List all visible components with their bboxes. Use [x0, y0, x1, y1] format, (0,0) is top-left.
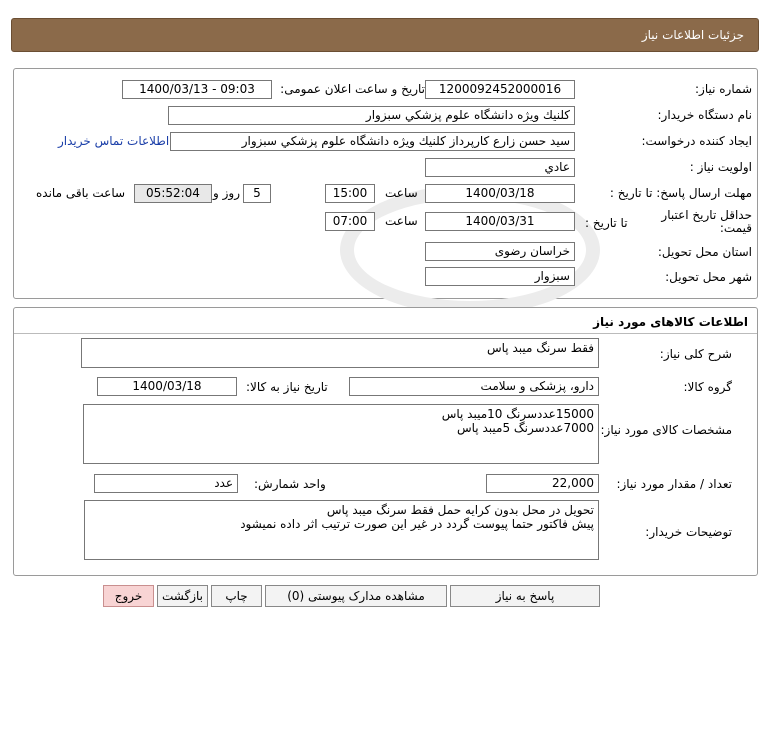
reply-time-field: 15:00	[325, 184, 375, 203]
page-title: جزئیات اطلاعات نیاز	[641, 28, 744, 42]
buyer-notes-line: تحويل در محل بدون كرايه حمل فقط سرنگ ميبد پاس	[326, 503, 594, 517]
need-number-field: 1200092452000016	[425, 80, 575, 99]
back-button[interactable]: بازگشت	[157, 585, 208, 607]
remaining-label: ساعت باقی مانده	[36, 186, 126, 200]
requester-label: ایجاد کننده درخواست:	[641, 134, 752, 148]
days-field: 5	[243, 184, 271, 203]
price-time-label: ساعت	[385, 214, 418, 228]
priority-label: اولویت نیاز :	[689, 160, 752, 174]
exit-button[interactable]: خروج	[103, 585, 154, 607]
need-date-field: 1400/03/18	[97, 377, 237, 396]
requester-field: سيد حسن زارع كارپرداز كلنيك ويژه دانشگاه علوم پزشكي سبزوار	[170, 132, 575, 151]
general-desc-field: فقط سرنگ ميبد پاس	[81, 338, 599, 368]
view-docs-button[interactable]: مشاهده مدارک پیوستی (0)	[265, 585, 447, 607]
page-header	[11, 18, 759, 52]
until-date-label: تا تاریخ :	[585, 216, 628, 230]
goods-section-title: اطلاعات کالاهای مورد نیاز	[593, 315, 748, 329]
qty-label: تعداد / مقدار مورد نیاز:	[616, 477, 732, 491]
buyer-org-field: كلنيك ويژه دانشگاه علوم پزشكي سبزوار	[168, 106, 575, 125]
qty-field: 22,000	[486, 474, 599, 493]
goods-group-field: دارو، پزشکی و سلامت	[349, 377, 599, 396]
contact-buyer-link[interactable]: اطلاعات تماس خریدار	[58, 134, 170, 148]
remaining-time-field: 05:52:04	[134, 184, 212, 203]
print-button[interactable]: چاپ	[211, 585, 262, 607]
reply-button[interactable]: پاسخ به نیاز	[450, 585, 600, 607]
need-number-label: شماره نیاز:	[695, 82, 752, 96]
buyer-org-label: نام دستگاه خریدار:	[657, 108, 752, 122]
spec-label: مشخصات کالای مورد نیاز:	[600, 423, 732, 437]
price-date-field: 1400/03/31	[425, 212, 575, 231]
need-date-label: تاریخ نیاز به کالا:	[246, 380, 328, 394]
city-field: سبزوار	[425, 267, 575, 286]
price-validity-label: حداقل تاریخ اعتبار قیمت:	[661, 208, 752, 235]
unit-field: عدد	[94, 474, 238, 493]
reply-deadline-label: مهلت ارسال پاسخ: تا تاریخ :	[609, 186, 752, 200]
buyer-notes-line: پيش فاكتور حتما پيوست گردد در غير اين صورت ترتيب اثر داده نميشود	[240, 517, 594, 531]
province-field: خراسان رضوی	[425, 242, 575, 261]
section-divider	[14, 333, 757, 334]
buyer-notes-field	[84, 500, 599, 560]
days-label: روز و	[213, 186, 240, 200]
announce-label: تاریخ و ساعت اعلان عمومی:	[280, 82, 425, 96]
general-desc-label: شرح کلی نیاز:	[659, 347, 732, 361]
announce-field: 1400/03/13 - 09:03	[122, 80, 272, 99]
spec-line: 15000عددسرنگ 10ميبد پاس	[441, 407, 594, 421]
reply-date-field: 1400/03/18	[425, 184, 575, 203]
spec-line: 7000عددسرنگ 5ميبد پاس	[457, 421, 594, 435]
unit-label: واحد شمارش:	[254, 477, 326, 491]
price-time-field: 07:00	[325, 212, 375, 231]
reply-time-label: ساعت	[385, 186, 418, 200]
province-label: استان محل تحویل:	[657, 245, 752, 259]
goods-group-label: گروه کالا:	[683, 380, 732, 394]
priority-field: عادي	[425, 158, 575, 177]
spec-field	[83, 404, 599, 464]
city-label: شهر محل تحویل:	[665, 270, 752, 284]
buyer-notes-label: توضیحات خریدار:	[645, 525, 732, 539]
